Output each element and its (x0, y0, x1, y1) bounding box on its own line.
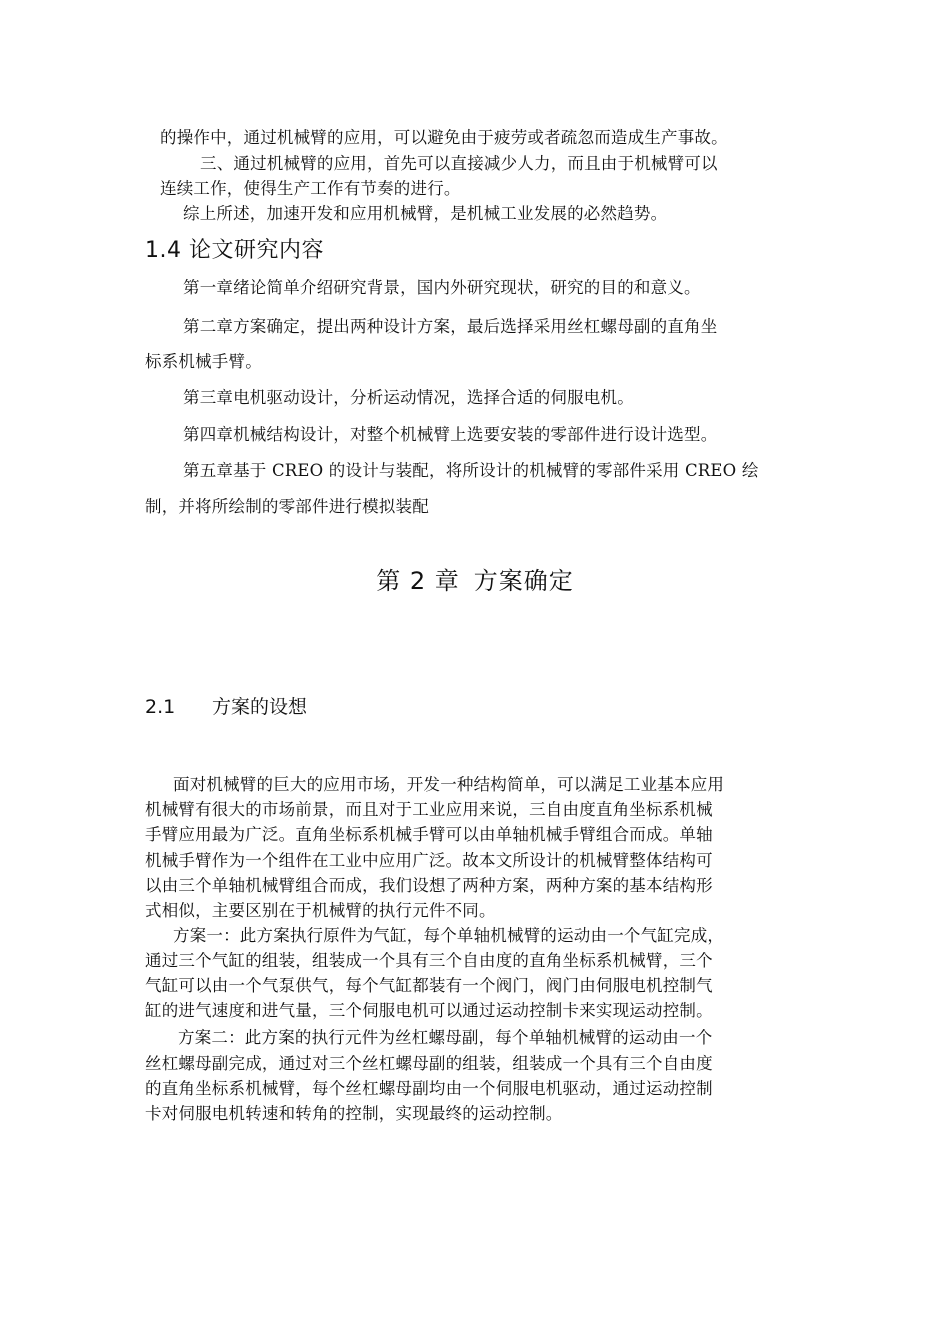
chapter-number: 第 2 章 (376, 567, 460, 595)
intro-line: 三、通过机械臂的应用，首先可以直接减少人力，而且由于机械臂可以 (200, 154, 718, 173)
list-item: 第二章方案确定，提出两种设计方案，最后选择采用丝杠螺母副的直角坐 (183, 317, 718, 336)
chapter-name: 方案确定 (473, 567, 574, 595)
intro-line: 综上所述，加速开发和应用机械臂，是机械工业发展的必然趋势。 (183, 204, 668, 223)
list-item: 第一章绪论简单介绍研究背景，国内外研究现状，研究的目的和意义。 (183, 278, 701, 297)
intro-line: 连续工作，使得生产工作有节奏的进行。 (160, 179, 461, 198)
section-title-2-1: 方案的设想 (212, 696, 308, 718)
body-line: 以由三个单轴机械臂组合而成，我们设想了两种方案，两种方案的基本结构形 (145, 876, 713, 895)
section-number-2-1: 2.1 (145, 696, 176, 718)
body-line: 通过三个气缸的组装，组装成一个具有三个自由度的直角坐标系机械臂，三个 (145, 951, 713, 970)
body-line: 卡对伺服电机转速和转角的控制，实现最终的运动控制。 (145, 1104, 563, 1123)
list-item: 第五章基于 CREO 的设计与装配，将所设计的机械臂的零部件采用 CREO 绘 (183, 461, 759, 480)
list-item: 制，并将所绘制的零部件进行模拟装配 (145, 497, 429, 516)
body-line: 气缸可以由一个气泵供气，每个气缸都装有一个阀门，阀门由伺服电机控制气 (145, 976, 713, 995)
chapter-title (0, 565, 950, 597)
intro-line: 的操作中，通过机械臂的应用，可以避免由于疲劳或者疏忽而造成生产事故。 (160, 128, 728, 147)
body-line: 式相似，主要区别在于机械臂的执行元件不同。 (145, 901, 496, 920)
body-line: 的直角坐标系机械臂，每个丝杠螺母副均由一个伺服电机驱动，通过运动控制 (145, 1079, 713, 1098)
list-item: 第四章机械结构设计，对整个机械臂上选要安装的零部件进行设计选型。 (183, 425, 718, 444)
body-line: 手臂应用最为广泛。直角坐标系机械手臂可以由单轴机械手臂组合而成。单轴 (145, 825, 713, 844)
body-line: 面对机械臂的巨大的应用市场，开发一种结构简单，可以满足工业基本应用 (173, 775, 725, 794)
list-item: 标系机械手臂。 (145, 352, 262, 371)
section-heading-1-4: 1.4 论文研究内容 (145, 238, 324, 263)
body-line: 缸的进气速度和进气量，三个伺服电机可以通过运动控制卡来实现运动控制。 (145, 1001, 713, 1020)
body-line: 机械臂有很大的市场前景，而且对于工业应用来说，三自由度直角坐标系机械 (145, 800, 713, 819)
body-line: 方案二：此方案的执行元件为丝杠螺母副，每个单轴机械臂的运动由一个 (178, 1028, 713, 1047)
body-line: 丝杠螺母副完成，通过对三个丝杠螺母副的组装，组装成一个具有三个自由度 (145, 1054, 713, 1073)
body-line: 机械手臂作为一个组件在工业中应用广泛。故本文所设计的机械臂整体结构可 (145, 851, 713, 870)
body-line: 方案一：此方案执行原件为气缸，每个单轴机械臂的运动由一个气缸完成， (173, 926, 725, 945)
list-item: 第三章电机驱动设计，分析运动情况，选择合适的伺服电机。 (183, 388, 634, 407)
